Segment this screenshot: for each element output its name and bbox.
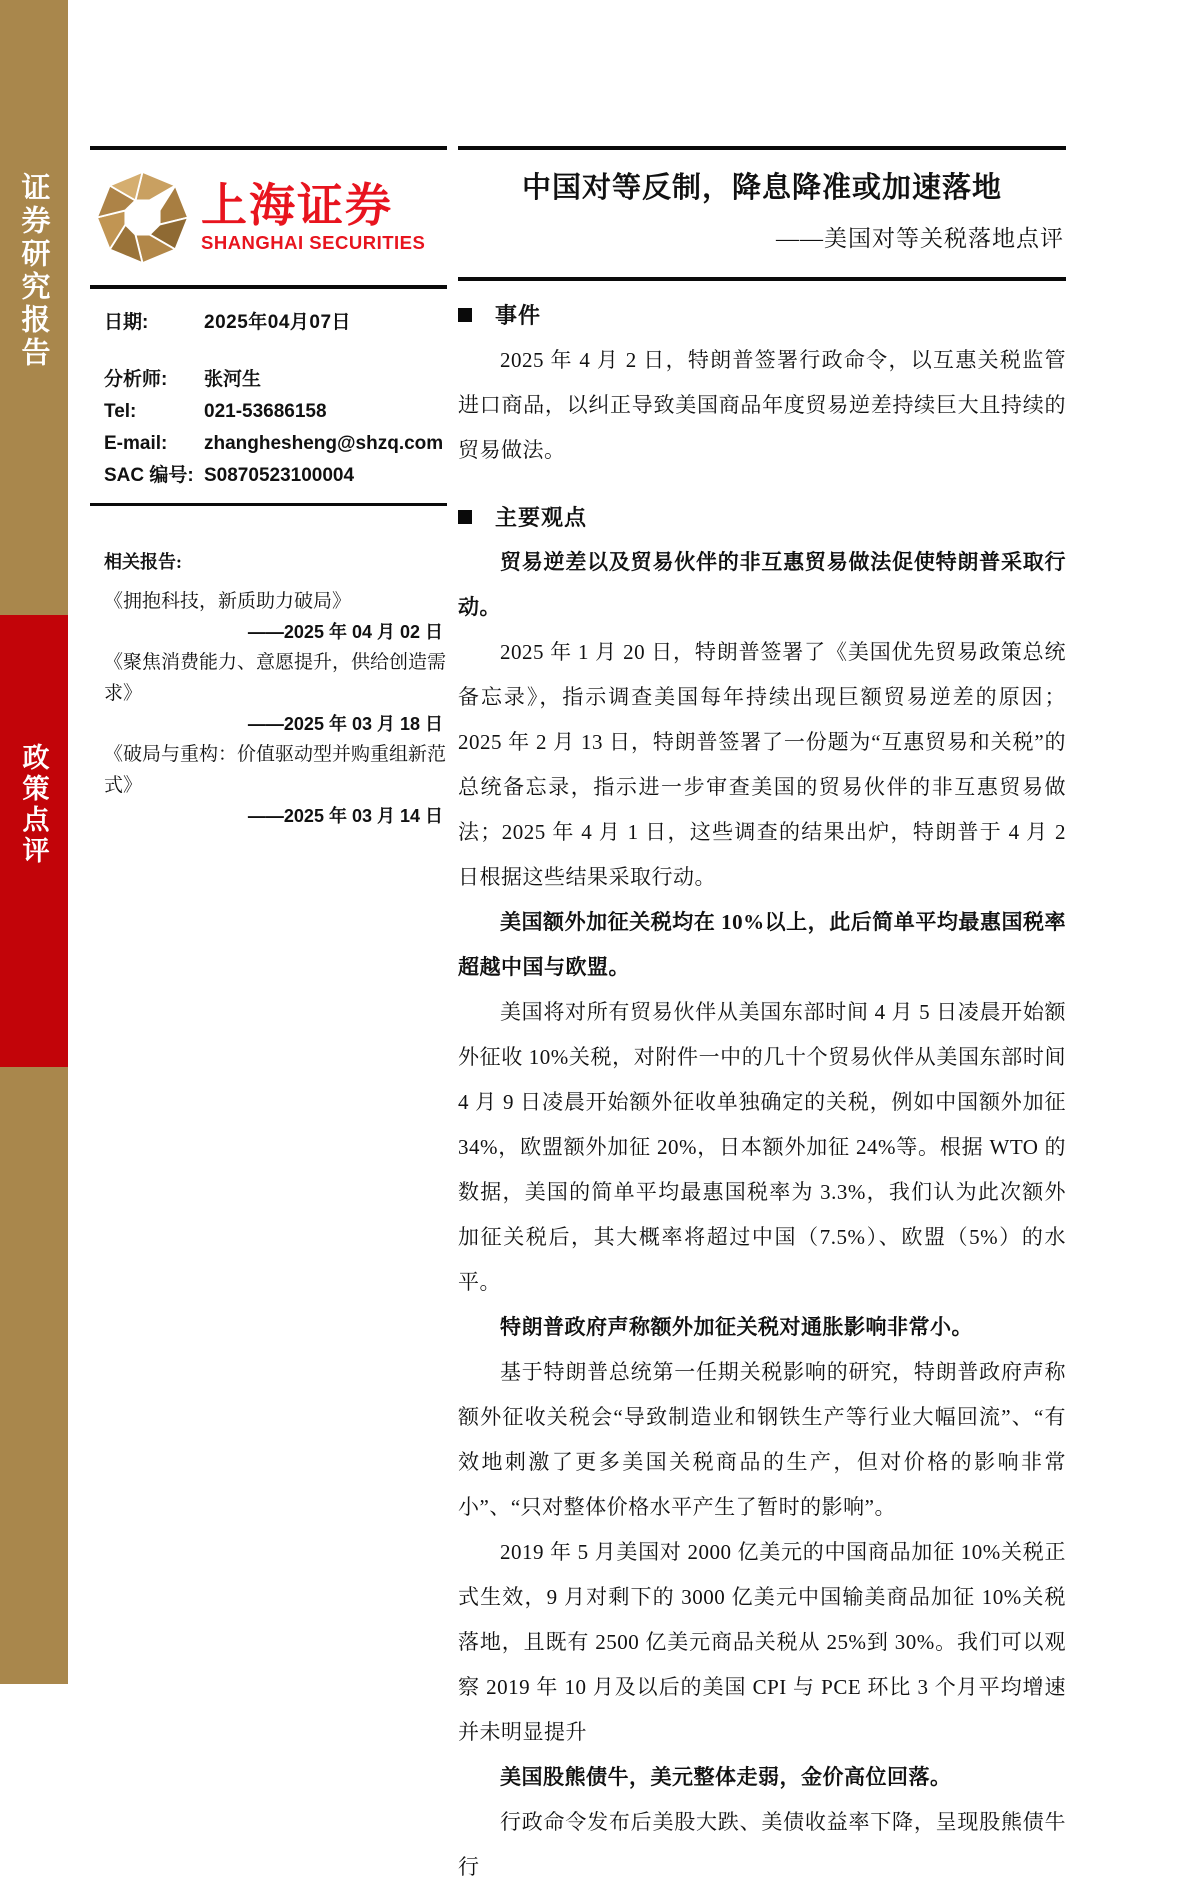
sidebar-red-segment bbox=[0, 615, 68, 1067]
brand-logo-block bbox=[90, 150, 447, 285]
section-event bbox=[458, 299, 1066, 473]
section-bullet-icon bbox=[458, 308, 472, 322]
related-reports-heading: 相关报告: bbox=[104, 552, 182, 572]
report-body bbox=[458, 281, 1066, 1890]
sidebar-band bbox=[0, 0, 68, 1684]
section-bullet-icon bbox=[458, 510, 472, 524]
page-subtitle: ——美国对等关税落地点评 bbox=[776, 226, 1064, 251]
meta-row-tel bbox=[104, 398, 447, 425]
meta-row-email bbox=[104, 430, 447, 457]
lead-sentence: 贸易逆差以及贸易伙伴的非互惠贸易做法促使特朗普采取行动。 bbox=[458, 550, 1066, 619]
meta-label: 分析师: bbox=[104, 369, 168, 390]
paragraph: 基于特朗普总统第一任期关税影响的研究，特朗普政府声称额外征收关税会“导致制造业和钢铁生产等行业大幅回流”、“有效地刺激了更多美国关税商品的生产，但对价格的影响非常小”、“只对整体价格水平产生了暂时的影响”。 bbox=[458, 1360, 1066, 1519]
report-meta bbox=[90, 289, 447, 503]
section-heading: 事件 bbox=[495, 303, 542, 328]
paragraph: 2025 年 4 月 2 日，特朗普签署行政命令，以互惠关税监管进口商品，以纠正导致美国商品年度贸易逆差持续巨大且持续的贸易做法。 bbox=[458, 348, 1066, 462]
brand-name-cn: 上海证券 bbox=[201, 179, 393, 232]
related-report-title: 《聚焦消费能力、意愿提升，供给创造需求》 bbox=[104, 652, 447, 704]
section-key-views bbox=[458, 501, 1066, 1890]
section-heading: 主要观点 bbox=[495, 505, 588, 530]
sidebar-label-policy-comment: 政策点评 bbox=[18, 743, 49, 867]
meta-row-analyst bbox=[104, 366, 447, 393]
section-heading-row bbox=[458, 501, 1066, 532]
paragraph: 2019 年 5 月美国对 2000 亿美元的中国商品加征 10%关税正式生效，9 月对剩下的 3000 亿美元中国输美商品加征 10%关税落地，且既有 2500 亿美元商品关税从 25%到 30%。我们可以观察 2019 年 10 月及以后的美国 CPI 与 PCE 环比 3 个月平均增速并未明显提升 bbox=[458, 1540, 1066, 1744]
meta-value-sac: S0870523100004 bbox=[204, 465, 355, 486]
paragraph: 2025 年 1 月 20 日，特朗普签署了《美国优先贸易政策总统备忘录》，指示调查美国每年持续出现巨额贸易逆差的原因；2025 年 2 月 13 日，特朗普签署了一份题为“互惠贸易和关税”的总统备忘录，指示进一步审查美国的贸易伙伴的非互惠贸易做法；2025 年 4 月 1 日，这些调查的结果出炉，特朗普于 4 月 2 日根据这些结果采取行动。 bbox=[458, 640, 1066, 889]
meta-label: E-mail: bbox=[104, 433, 168, 454]
sidebar-label-research-report: 证券研究报告 bbox=[17, 172, 50, 370]
content-area bbox=[90, 146, 1066, 1890]
lead-sentence: 美国额外加征关税均在 10%以上，此后简单平均最惠国税率超越中国与欧盟。 bbox=[458, 910, 1066, 979]
gem-octagon-icon bbox=[96, 171, 189, 264]
related-report-item bbox=[104, 647, 447, 739]
brand-name-en: SHANGHAI SECURITIES bbox=[201, 231, 426, 253]
section-body bbox=[458, 540, 1066, 1890]
meta-label: 日期: bbox=[104, 312, 149, 333]
related-reports bbox=[90, 506, 447, 831]
related-report-date: ——2025 年 03 月 14 日 bbox=[247, 806, 443, 826]
related-report-date: ——2025 年 03 月 18 日 bbox=[247, 714, 443, 734]
right-column bbox=[458, 146, 1066, 1890]
brand-text bbox=[201, 181, 425, 253]
page-title: 中国对等反制，降息降准或加速落地 bbox=[521, 172, 1002, 204]
meta-label: SAC 编号: bbox=[104, 465, 194, 486]
section-body bbox=[458, 338, 1066, 473]
related-report-item bbox=[104, 586, 447, 647]
meta-value-analyst: 张河生 bbox=[204, 369, 262, 390]
related-report-item bbox=[104, 739, 447, 831]
meta-value-date: 2025年04月07日 bbox=[204, 312, 352, 333]
related-report-title: 《破局与重构：价值驱动型并购重组新范式》 bbox=[104, 744, 447, 796]
meta-row-date bbox=[104, 309, 447, 336]
lead-sentence: 特朗普政府声称额外加征关税对通胀影响非常小。 bbox=[500, 1315, 973, 1339]
lead-sentence: 美国股熊债牛，美元整体走弱，金价高位回落。 bbox=[500, 1765, 952, 1789]
meta-label: Tel: bbox=[104, 401, 137, 422]
related-report-date: ——2025 年 04 月 02 日 bbox=[247, 622, 443, 642]
left-column bbox=[90, 146, 447, 1890]
paragraph: 行政命令发布后美股大跌、美债收益率下降，呈现股熊债牛行 bbox=[458, 1810, 1066, 1879]
paragraph: 美国将对所有贸易伙伴从美国东部时间 4 月 5 日凌晨开始额外征收 10%关税，对附件一中的几十个贸易伙伴从美国东部时间 4 月 9 日凌晨开始额外征收单独确定的关税，例如中国额外加征 34%，欧盟额外加征 20%，日本额外加征 24%等。根据 WTO 的数据，美国的简单平均最惠国税率为 3.3%，我们认为此次额外加征关税后，其大概率将超过中国（7.5%）、欧盟（5%）的水平。 bbox=[458, 1000, 1066, 1294]
section-heading-row bbox=[458, 299, 1066, 330]
meta-row-sac bbox=[104, 462, 447, 489]
related-report-title: 《拥抱科技，新质助力破局》 bbox=[104, 591, 352, 612]
meta-value-tel: 021-53686158 bbox=[204, 401, 327, 422]
meta-value-email: zhanghesheng@shzq.com bbox=[204, 433, 444, 454]
title-block bbox=[458, 150, 1066, 277]
